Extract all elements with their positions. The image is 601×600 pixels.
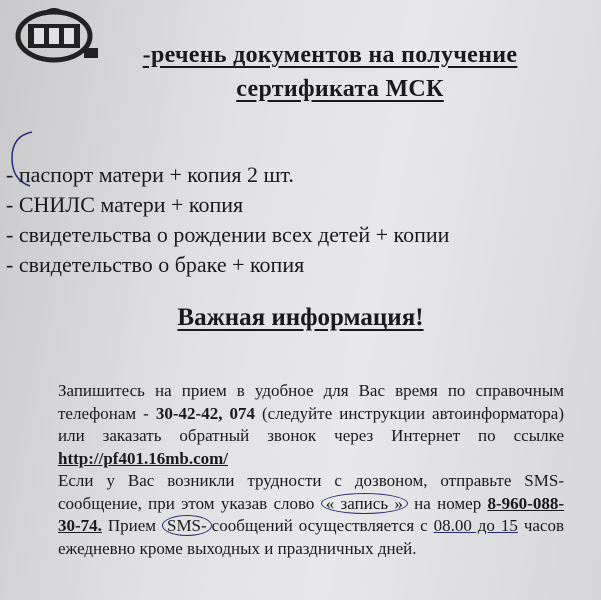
title-line-1: -речень документов на получение — [142, 42, 518, 68]
paragraph-sms — [4, 470, 564, 560]
info-body — [4, 380, 564, 560]
hours-underlined: 08.00 до 15 — [433, 516, 518, 535]
para1-text-1: Запишитесь на прием в удобное для Вас время по справочным телефонам - — [58, 381, 564, 423]
title-line-2: сертификата МСК — [236, 76, 444, 102]
para2-text-1: Если у Вас возникли трудности с дозвоном, отправьте SMS-сообщение, при этом указав слово — [58, 471, 564, 513]
sms-number: 8-960-088-30-74. — [58, 493, 564, 535]
para2-text-2: на номер — [407, 493, 488, 513]
document-title — [100, 38, 560, 106]
important-heading: Важная информация! — [177, 304, 424, 331]
list-item: - свидетельства о рождении всех детей + копии — [6, 222, 450, 247]
para2-text-3: Прием — [101, 516, 162, 535]
pension-fund-logo-icon — [14, 8, 100, 64]
list-item: - свидетельство о браке + копия — [6, 252, 305, 277]
website-link[interactable]: http://pf401.16mb.com/ — [58, 448, 228, 468]
keyword-circled: « запись » — [321, 493, 408, 514]
para1-text-2: (следуйте инструкции автоинформатора) или заказать обратный звонок через Интернет по ссылке — [58, 403, 564, 445]
documents-list — [6, 160, 596, 280]
paragraph-phone — [4, 380, 564, 470]
list-item: - СНИЛС матери + копия — [6, 192, 244, 217]
sms-circled: SMS- — [162, 515, 212, 536]
list-item: - паспорт матери + копия 2 шт. — [6, 162, 294, 187]
para2-text-5: часов ежедневно кроме выходных и праздничных дней. — [58, 516, 564, 558]
phone-numbers: 30-42-42, 074 — [155, 403, 255, 423]
para2-text-4: сообщений осуществляется с — [211, 516, 434, 535]
